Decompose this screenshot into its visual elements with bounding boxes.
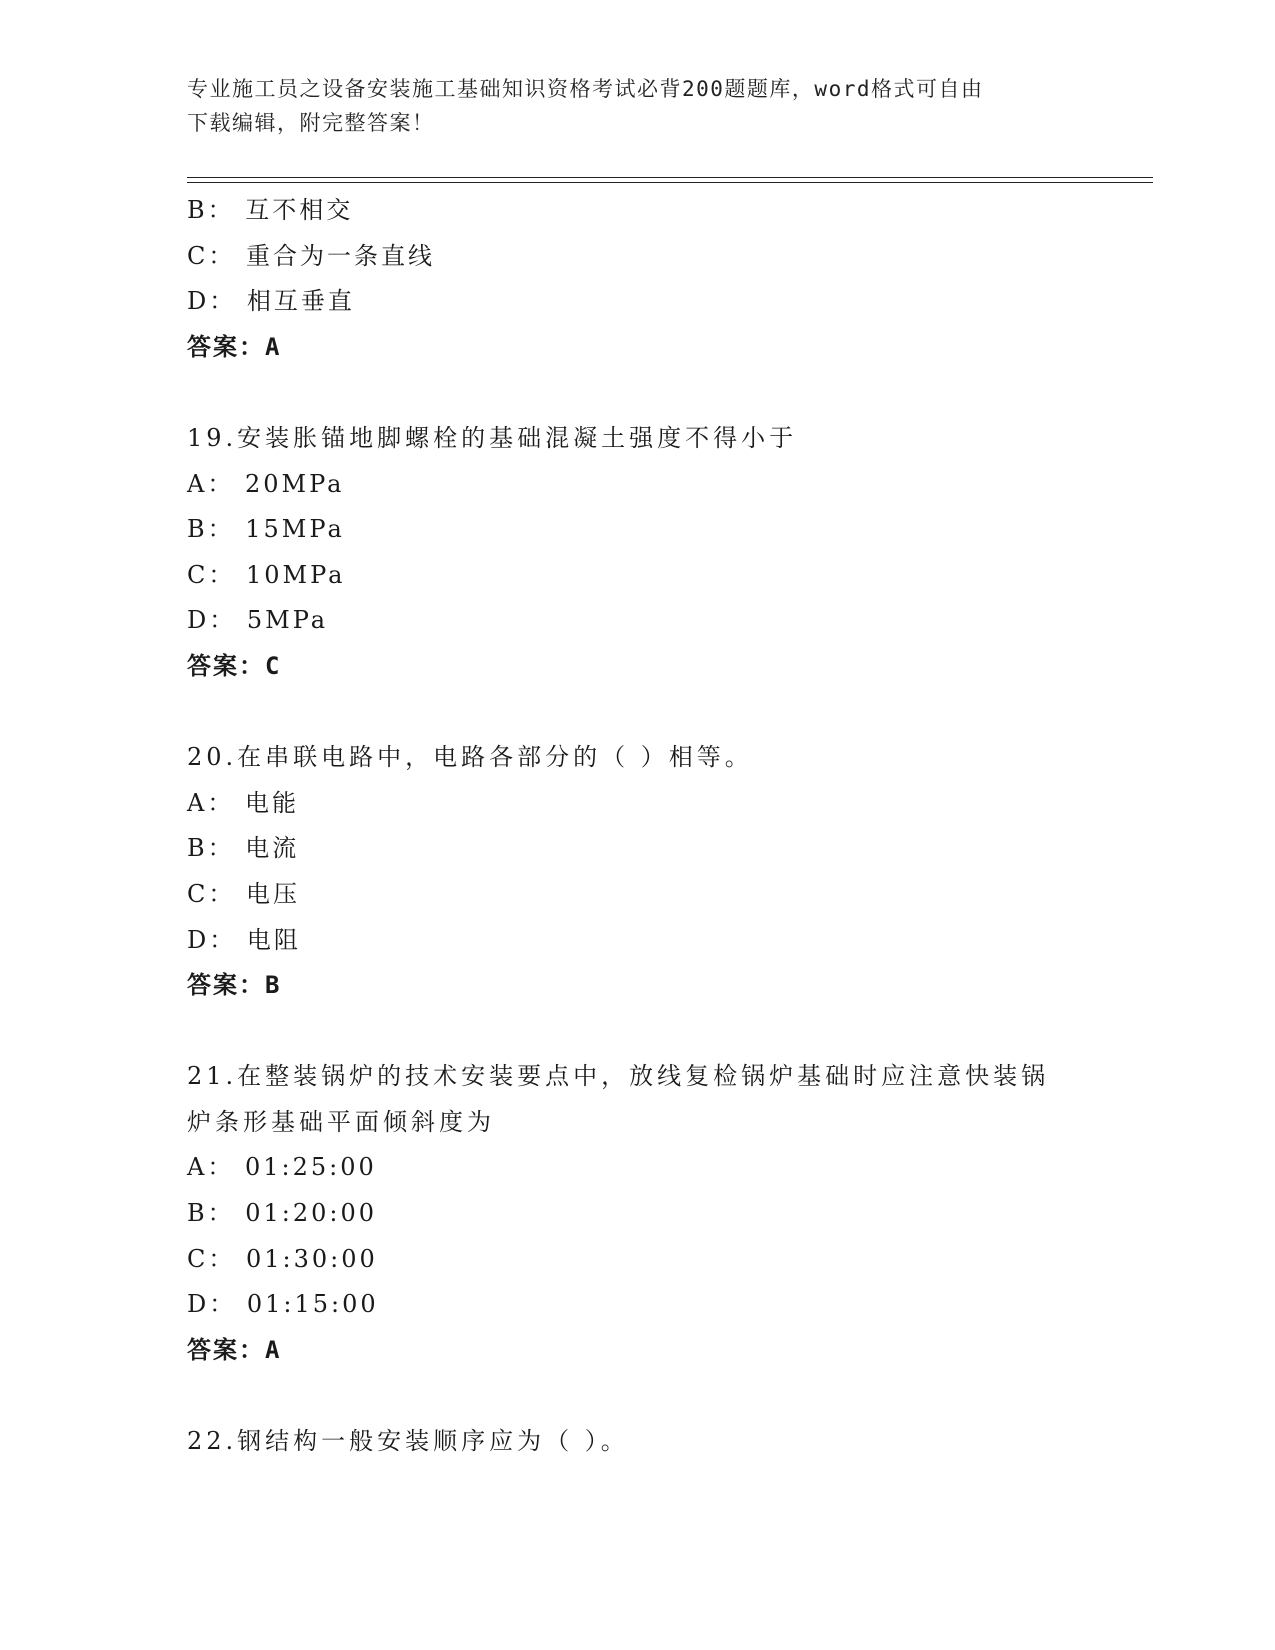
header-line-1: 专业施工员之设备安装施工基础知识资格考试必背200题题库，word格式可自由 [187, 77, 984, 101]
question-text-line-2: 炉条形基础平面倾斜度为 [187, 1107, 495, 1136]
option-c: C： 01:30:00 [187, 1244, 378, 1273]
option-b: B： 01:20:00 [187, 1199, 378, 1228]
option-c: C： 电压 [187, 879, 300, 908]
question-19-block [187, 416, 1087, 690]
option-b: B： 互不相交 [187, 196, 354, 224]
document-header [187, 72, 1087, 140]
question-text-line-1: 21.在整装锅炉的技术安装要点中，放线复检锅炉基础时应注意快装锅 [187, 1062, 1050, 1091]
question-21-block [187, 1054, 1087, 1373]
spacer [187, 1009, 1087, 1055]
spacer [187, 1373, 1087, 1419]
answer-line: 答案：B [187, 971, 282, 1000]
option-d: D： 01:15:00 [187, 1290, 379, 1319]
question-text: 22.钢结构一般安装顺序应为（ ）。 [187, 1427, 629, 1456]
header-rule-bottom [187, 182, 1153, 183]
option-c: C： 重合为一条直线 [187, 241, 435, 270]
spacer [187, 370, 1087, 416]
answer-line: 答案：C [187, 651, 282, 680]
question-20-block [187, 735, 1087, 1009]
option-a: A： 20MPa [187, 469, 345, 498]
option-b: B： 电流 [187, 834, 300, 863]
question-text: 19.安装胀锚地脚螺栓的基础混凝土强度不得小于 [187, 423, 798, 452]
option-d: D： 相互垂直 [187, 287, 355, 316]
option-c: C： 10MPa [187, 560, 346, 589]
option-d: D： 电阻 [187, 925, 301, 954]
prev-question-block [187, 188, 1087, 370]
spacer [187, 690, 1087, 736]
option-b: B： 15MPa [187, 515, 345, 544]
question-22-block [187, 1419, 1087, 1465]
question-text: 20.在串联电路中，电路各部分的（ ）相等。 [187, 743, 753, 772]
option-a: A： 电能 [187, 788, 299, 817]
answer-line: 答案：A [187, 1335, 282, 1364]
option-a: A： 01:25:00 [187, 1153, 377, 1182]
option-d: D： 5MPa [187, 606, 329, 635]
answer-line: 答案：A [187, 332, 282, 361]
header-line-2: 下载编辑，附完整答案！ [187, 111, 435, 135]
question-content [187, 188, 1087, 1465]
header-rule-top [187, 177, 1153, 178]
